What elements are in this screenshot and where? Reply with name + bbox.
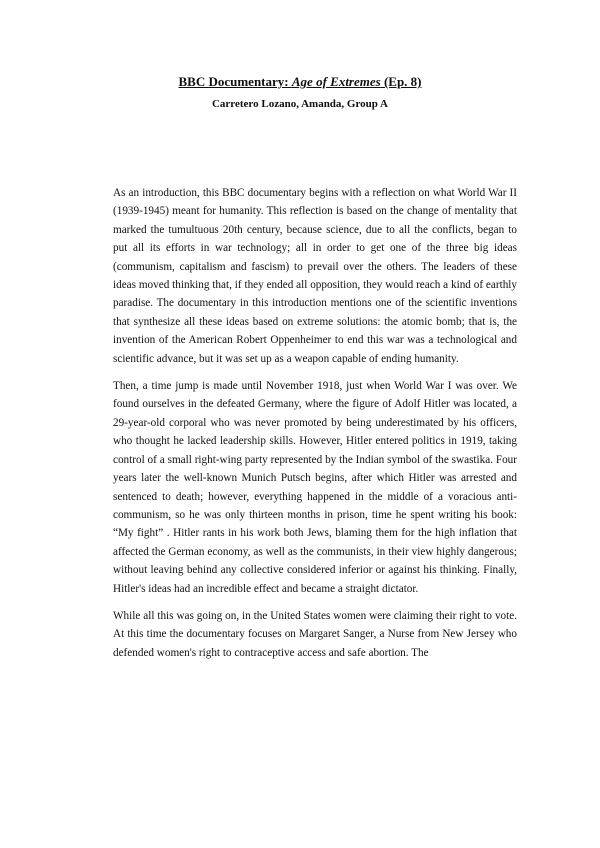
paragraph-introduction: As an introduction, this BBC documentary begins with a reflection on what World War II (1939-1945) meant for humanity. This reflection is based on the change of mentality that marked the tumultuous 20th century, because science, due to all the conflicts, began to put all its efforts in war technology; all in order to get one of the three big ideas (communism, capitalism and fascism) to prevail over the others. The leaders of these ideas moved thinking that, if they ended all opposition, they would reach a kind of earthly paradise. The documentary in this introduction mentions one of the scientific inventions that synthesize all these ideas based on extreme solutions: the atomic bomb; that is, the invention of the American Robert Oppenheimer to end this war was a technological and scientific advance, but it was set up as a weapon capable of ending humanity. xyxy=(113,187,517,365)
body-text xyxy=(113,184,517,671)
title-italic-work: Age of Extremes xyxy=(291,74,381,89)
document-title xyxy=(0,74,600,90)
author-line: Carretero Lozano, Amanda, Group A xyxy=(211,98,388,110)
paragraph-united-states: While all this was going on, in the United States women were claiming their right to vote. At this time the documentary focuses on Margaret Sanger, a Nurse from New Jersey who defended women's right to contraceptive access and safe abortion. The xyxy=(113,609,517,659)
paragraph-hitler: Then, a time jump is made until November 1918, just when World War I was over. We found ourselves in the defeated Germany, where the figure of Adolf Hitler was located, a 29-year-old corporal who was never promoted by being underestimated by his officers, who thought he lacked leadership skills. However, Hitler entered politics in 1919, taking control of a small right-wing party represented by the Indian symbol of the swastika. Four years later the well-known Munich Putsch begins, after which Hitler was arrested and sentenced to death; however, everything happened in the middle of a voracious anti-communism, so he was only thirteen months in prison, time he spent writing his book: “My fight” . Hitler rants in his work both Jews, blaming them for the high inflation that affected the German economy, as well as the communists, in their view highly dangerous; without leaving behind any collective considered inferior or against his thinking. Finally, Hitler's ideas had an incredible effect and became a straight dictator. xyxy=(113,380,517,595)
title-episode: (Ep. 8) xyxy=(380,74,422,89)
title-prefix: BBC Documentary: xyxy=(178,74,292,89)
